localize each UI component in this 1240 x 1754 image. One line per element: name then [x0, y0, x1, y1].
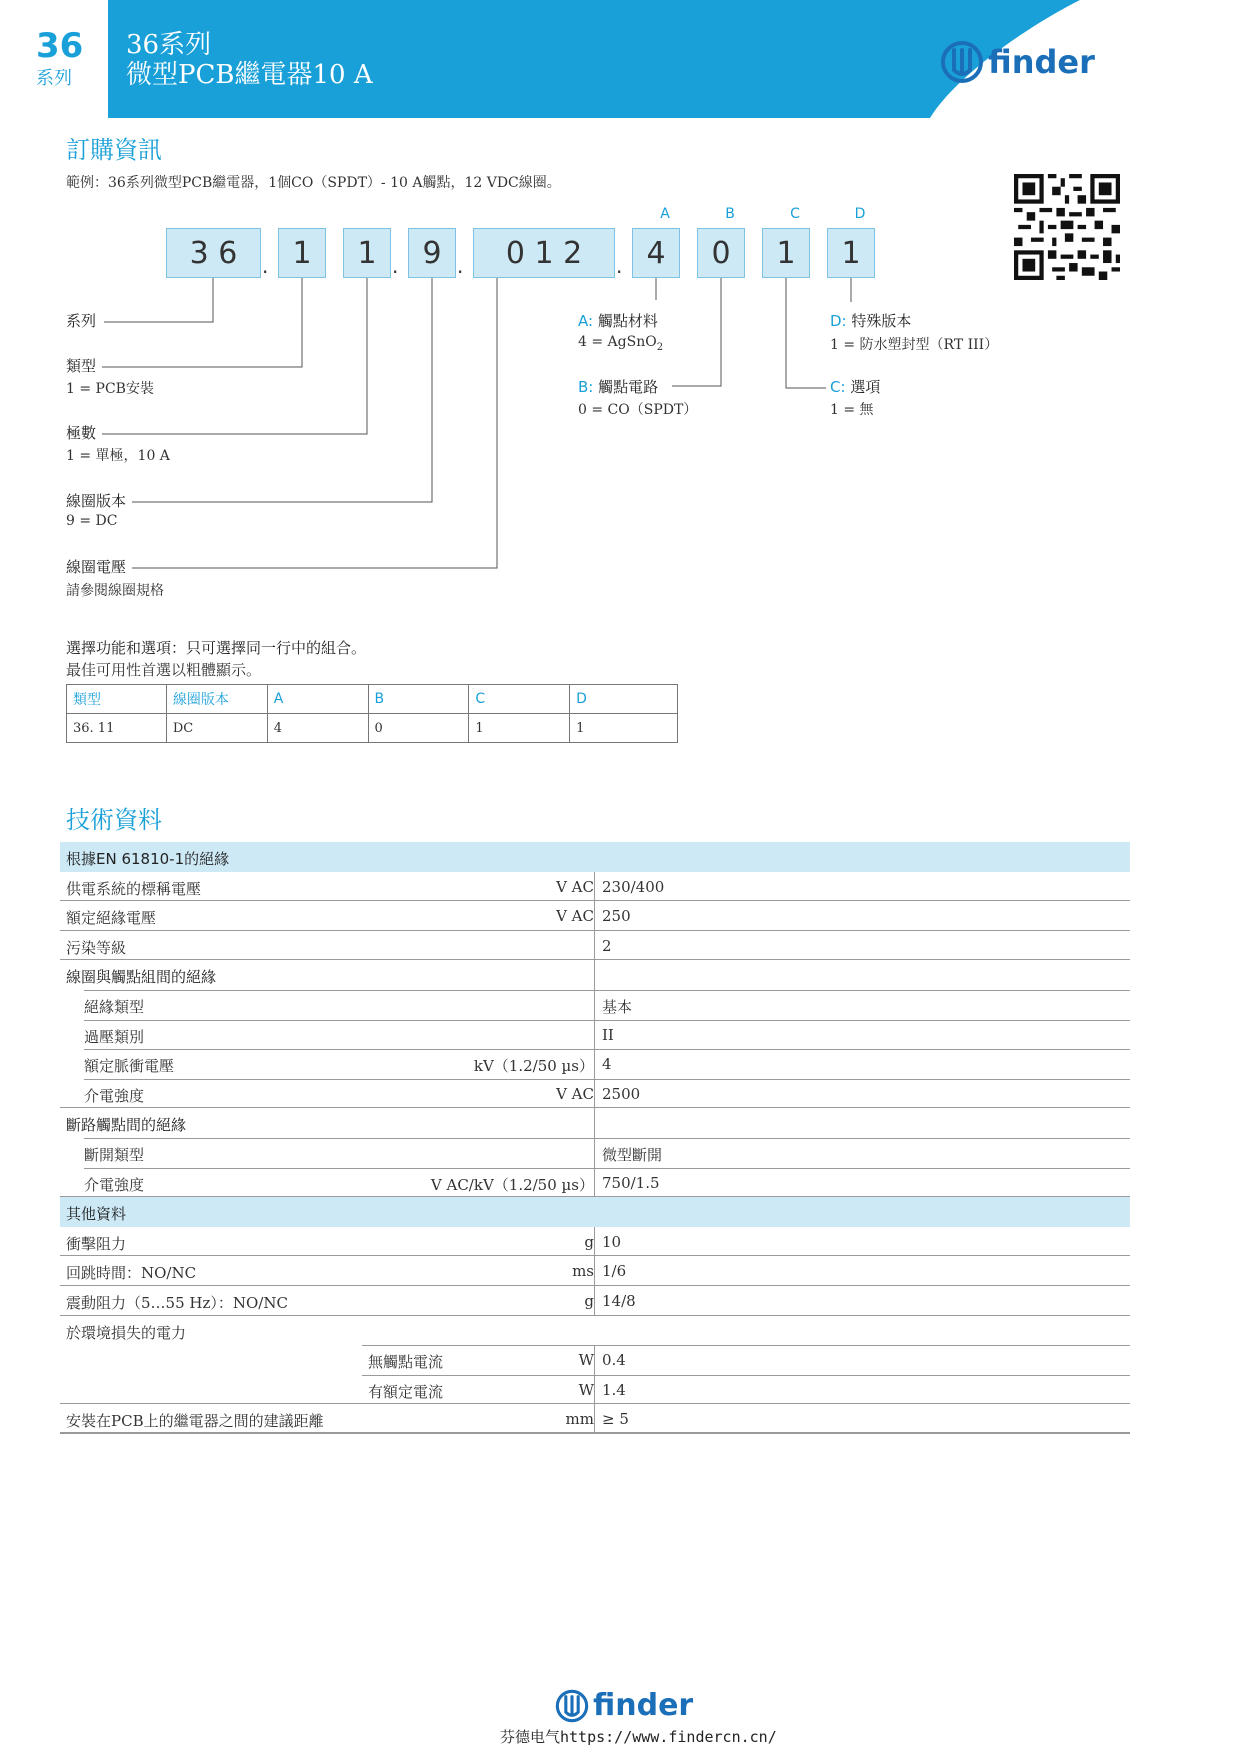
label-coil-version: 線圈版本: [66, 490, 132, 511]
technical-data-title: 技術資料: [66, 806, 162, 834]
selection-subtitle: 最佳可用性首選以粗體顯示。: [66, 661, 262, 679]
tech-value: [594, 1197, 602, 1226]
tech-value: [594, 960, 602, 990]
label-a: [578, 310, 658, 331]
code-separator: .: [392, 254, 399, 278]
code-box-coil-voltage: 0 1 2: [473, 228, 615, 278]
tech-unit: g: [584, 1232, 594, 1251]
label-c-text: 選項: [850, 378, 881, 396]
value-c: 1 = 無: [830, 402, 874, 418]
tech-unit: V AC: [556, 907, 594, 926]
label-d-letter: D:: [830, 312, 847, 330]
selection-cell-c: 1: [469, 714, 570, 743]
tech-value: 10: [594, 1227, 621, 1256]
tech-value: 4: [594, 1049, 612, 1079]
value-b: 0 = CO（SPDT）: [578, 402, 698, 418]
label-type: 類型: [66, 355, 102, 376]
label-b: [578, 376, 664, 397]
tech-value: 750/1.5: [594, 1168, 660, 1197]
tech-label: 額定絕緣電壓: [66, 909, 157, 928]
value-coil-voltage: 請參閱線圈規格: [66, 583, 164, 599]
selection-cell-type: 36. 11: [67, 714, 167, 743]
tech-label: 斷路觸點間的絕緣: [66, 1116, 187, 1135]
selection-header-row: [67, 685, 678, 714]
tech-row: [60, 901, 1130, 931]
tech-value: 250: [594, 901, 631, 930]
selection-header-a: A: [267, 685, 368, 714]
tech-label: 絕緣類型: [84, 997, 145, 1016]
tech-row: [60, 1168, 1130, 1198]
selection-header-b: B: [368, 685, 469, 714]
label-d: [830, 310, 911, 331]
tech-value: 基本: [594, 990, 632, 1020]
label-poles: 極數: [66, 422, 102, 443]
label-a-letter: A:: [578, 312, 594, 330]
tech-label: 根據EN 61810-1的絕緣: [66, 850, 230, 868]
tech-row: [60, 1020, 1130, 1050]
ordering-example: 範例：36系列微型PCB繼電器，1個CO（SPDT）- 10 A觸點，12 VDC線圈。: [66, 175, 561, 191]
code-box-b: 0: [697, 228, 745, 278]
tech-label: 介電強度: [84, 1086, 145, 1105]
tech-row: [60, 1256, 1130, 1286]
selection-data-row: [67, 714, 678, 743]
tech-label: 斷開類型: [84, 1145, 145, 1164]
code-letter-d: D: [854, 206, 866, 222]
label-b-text: 觸點電路: [598, 378, 659, 396]
code-box-d: 1: [827, 228, 875, 278]
tech-unit: kV（1.2/50 µs）: [473, 1057, 594, 1076]
selection-cell-a: 4: [267, 714, 368, 743]
tech-unit: g: [584, 1291, 594, 1310]
tech-unit: ms: [572, 1262, 594, 1281]
code-box-c: 1: [762, 228, 810, 278]
finder-logo-text: finder: [988, 43, 1095, 81]
tech-value: 2500: [594, 1079, 640, 1108]
value-a-text: 4 = AgSnO: [578, 334, 657, 350]
tech-value: ≥ 5: [594, 1404, 629, 1432]
tech-value: [594, 1108, 602, 1138]
label-series: 系列: [66, 310, 102, 331]
tech-value: [594, 842, 602, 871]
tech-row-heading: [60, 842, 1130, 872]
footer-finder-logo-icon: [555, 1689, 589, 1723]
selection-header-coil-version: 線圈版本: [166, 685, 267, 714]
code-box-a: 4: [632, 228, 680, 278]
tech-label: 供電系統的標稱電壓: [66, 879, 202, 898]
selection-header-c: C: [469, 685, 570, 714]
selection-header-type: 類型: [67, 685, 167, 714]
tech-row: [60, 1345, 1130, 1375]
tech-unit: V AC/kV（1.2/50 µs）: [430, 1175, 594, 1194]
label-b-letter: B:: [578, 378, 594, 396]
tech-row: [60, 1079, 1130, 1109]
value-d: 1 = 防水塑封型（RT III）: [830, 337, 999, 353]
ordering-info-title: 訂購資訊: [66, 136, 162, 164]
tech-row: [60, 1227, 1130, 1257]
label-d-text: 特殊版本: [851, 312, 912, 330]
series-word: 系列: [36, 68, 72, 89]
value-type: 1 = PCB安裝: [66, 381, 154, 397]
tech-row: [60, 1286, 1130, 1316]
tech-label: 有額定電流: [368, 1382, 444, 1401]
page-title-line1: 36系列: [126, 30, 212, 60]
tech-unit: mm: [565, 1410, 594, 1429]
tech-label: 介電強度: [84, 1175, 145, 1194]
tech-label: 震動阻力（5…55 Hz）：NO/NC: [66, 1293, 288, 1312]
tech-row: [60, 1138, 1130, 1168]
code-separator: .: [457, 254, 464, 278]
code-box-series: 3 6: [166, 228, 261, 278]
tech-label: 其他資料: [66, 1205, 127, 1224]
selection-title: 選擇功能和選項：只可選擇同一行中的組合。: [66, 639, 367, 657]
tech-label: 於環境損失的電力: [66, 1323, 187, 1342]
code-letter-c: C: [790, 206, 800, 222]
selection-cell-d: 1: [570, 714, 678, 743]
tech-value: II: [594, 1020, 614, 1050]
tech-row-subheading: [60, 960, 1130, 990]
value-poles: 1 = 單極，10 A: [66, 448, 170, 464]
selection-table: [66, 684, 678, 743]
value-a-subscript: 2: [656, 341, 664, 353]
footer-url-text: 芬德电气https://www.findercn.cn/: [500, 1728, 777, 1746]
page-title-line2: 微型PCB繼電器10 A: [126, 60, 373, 90]
tech-row-heading: [60, 1197, 1130, 1227]
code-box-poles: 1: [343, 228, 391, 278]
code-box-coil-version: 9: [408, 228, 456, 278]
code-letter-a: A: [660, 206, 670, 222]
code-box-type: 1: [278, 228, 326, 278]
selection-cell-coil-version: DC: [166, 714, 267, 743]
tech-label: 無觸點電流: [368, 1353, 444, 1372]
series-number: 36: [36, 26, 84, 66]
tech-label: 安裝在PCB上的繼電器之間的建議距離: [66, 1412, 324, 1431]
value-coil-version: 9 = DC: [66, 513, 118, 529]
tech-value: 230/400: [594, 872, 664, 901]
label-c: [830, 376, 880, 397]
tech-value: 2: [594, 931, 612, 960]
tech-row: [60, 931, 1130, 961]
code-separator: .: [262, 254, 269, 278]
tech-row: [60, 990, 1130, 1020]
tech-value: 0.4: [594, 1345, 626, 1375]
tech-label: 線圈與觸點組間的絕緣: [66, 968, 217, 987]
label-c-letter: C:: [830, 378, 846, 396]
footer-finder-logo-text: finder: [593, 1688, 694, 1723]
tech-row-subheading: [60, 1108, 1130, 1138]
tech-label: 回跳時間：NO/NC: [66, 1264, 197, 1283]
tech-unit: V AC: [556, 1084, 594, 1103]
tech-unit: W: [578, 1380, 594, 1399]
label-a-text: 觸點材料: [597, 312, 658, 330]
code-letter-b: B: [725, 206, 735, 222]
code-separator: .: [616, 254, 623, 278]
technical-data-table: [60, 842, 1130, 1434]
tech-row: [60, 1375, 1130, 1405]
tech-label: 污染等級: [66, 938, 127, 957]
tech-value: [594, 1316, 601, 1346]
tech-row: [60, 1316, 1130, 1346]
tech-label: 過壓類別: [84, 1027, 145, 1046]
value-a: [578, 334, 663, 353]
tech-unit: W: [578, 1351, 594, 1370]
tech-value: 1/6: [594, 1256, 626, 1285]
footer-finder-logo: [555, 1688, 693, 1723]
label-coil-voltage: 線圈電壓: [66, 556, 132, 577]
selection-header-d: D: [570, 685, 678, 714]
tech-row: [60, 1049, 1130, 1079]
tech-value: 1.4: [594, 1375, 626, 1404]
tech-value: 14/8: [594, 1286, 636, 1315]
tech-row: [60, 1404, 1130, 1434]
tech-value: 微型斷開: [594, 1138, 662, 1168]
tech-label: 額定脈衝電壓: [84, 1057, 175, 1076]
tech-label: 衝擊阻力: [66, 1234, 127, 1253]
tech-row: [60, 872, 1130, 902]
tech-unit: V AC: [556, 877, 594, 896]
selection-cell-b: 0: [368, 714, 469, 743]
